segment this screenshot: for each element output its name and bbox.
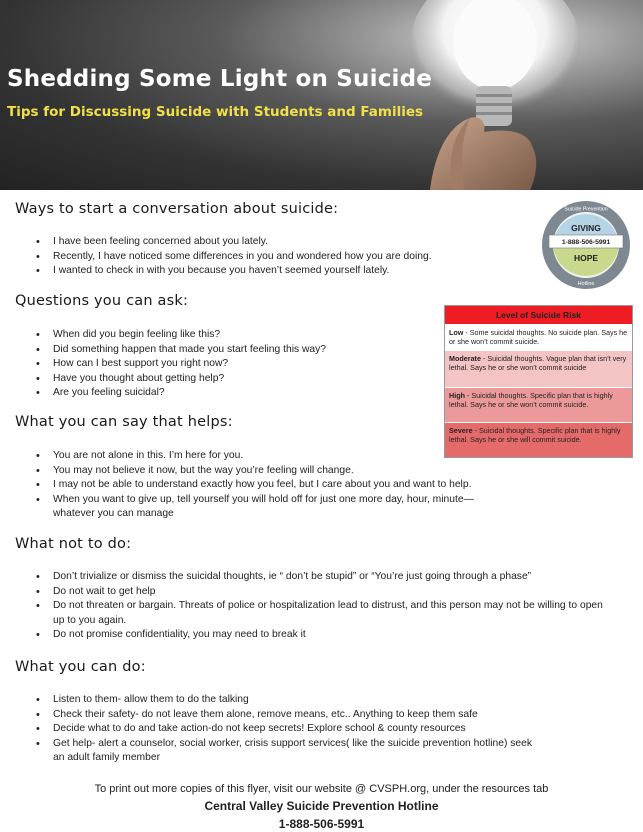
- list-item: • Decide what to do and take action-do not keep secrets! Explore school & county resources: [36, 722, 536, 737]
- logo-top-text: Suicide Prevention: [564, 206, 608, 213]
- list-item: • When did you begin feeling like this?: [36, 328, 326, 343]
- list-item: • I have been feeling concerned about you lately.: [36, 235, 432, 250]
- list-item: • Get help- alert a counselor, social worker, crisis support services( like the suicide prevention hotline) seek an adult family member: [36, 737, 536, 766]
- list-item: • Have you thought about getting help?: [36, 372, 326, 387]
- say-list: [36, 449, 506, 522]
- not-do-list: [36, 570, 616, 643]
- logo-giving-text: GIVING: [571, 223, 601, 233]
- page-subtitle: Tips for Discussing Suicide with Students and Families: [7, 104, 424, 120]
- risk-row-moderate: Moderate - Suicidal thoughts. Vague plan that isn’t very lethal. Says he or she won’t commit suicide: [445, 350, 632, 387]
- footer-org-name: Central Valley Suicide Prevention Hotline: [204, 799, 439, 813]
- page-title: Shedding Some Light on Suicide: [7, 66, 433, 92]
- conversation-list: [36, 235, 432, 279]
- risk-row-low: Low - Some suicidal thoughts. No suicide plan. Says he or she won’t commit suicide.: [445, 324, 632, 350]
- list-item: • You may not believe it now, but the way you’re feeling will change.: [36, 464, 506, 479]
- risk-row-high: High - Suicidal thoughts. Specific plan that is highly lethal. Says he or she won’t commit suicide.: [445, 387, 632, 422]
- logo-hope-text: HOPE: [573, 253, 599, 263]
- list-item: • I wanted to check in with you because you haven’t seemed yourself lately.: [36, 264, 432, 279]
- list-item: • When you want to give up, tell yourself you will hold off for just one more day, hour, minute—whatever you can manage: [36, 493, 506, 522]
- list-item: • Listen to them- allow them to do the talking: [36, 693, 536, 708]
- list-item: • Are you feeling suicidal?: [36, 386, 326, 401]
- lightbulb-icon: [390, 0, 590, 190]
- hotline-logo: [540, 199, 632, 291]
- list-item: • Do not threaten or bargain. Threats of police or hospitalization lead to distrust, and this person may not be willing to open up to you again.: [36, 599, 616, 628]
- risk-row-severe: Severe - Suicidal thoughts. Specific plan that is highly lethal. Says he or she will commit suicide.: [445, 422, 632, 457]
- list-item: • Don’t trivialize or dismiss the suicidal thoughts, ie “ don’t be stupid” or “You’re just going through a phase”: [36, 570, 616, 585]
- list-item: • How can I best support you right now?: [36, 357, 326, 372]
- logo-bottom-text: Hotline: [577, 281, 595, 287]
- list-item: • Do not promise confidentiality, you may need to break it: [36, 628, 616, 643]
- questions-list: [36, 328, 326, 401]
- section-title-questions: Questions you can ask:: [15, 293, 189, 309]
- list-item: • I may not be able to understand exactly how you feel, but I care about you and want to help.: [36, 478, 506, 493]
- section-title-conversation: Ways to start a conversation about suicide:: [15, 201, 339, 217]
- footer-website-note: To print out more copies of this flyer, visit our website @ CVSPH.org, under the resources tab: [94, 783, 549, 795]
- risk-level-table: [444, 305, 633, 458]
- section-title-not-do: What not to do:: [15, 536, 132, 552]
- section-title-say: What you can say that helps:: [15, 414, 233, 430]
- risk-table-title: Level of Suicide Risk: [445, 306, 632, 324]
- list-item: • Do not wait to get help: [36, 585, 616, 600]
- section-title-can-do: What you can do:: [15, 659, 146, 675]
- list-item: • Recently, I have noticed some differences in you and wondered how you are doing.: [36, 250, 432, 265]
- logo-phone: 1-888-506-5991: [561, 239, 611, 246]
- header-banner: [0, 0, 643, 190]
- footer-phone: 1-888-506-5991: [278, 817, 365, 831]
- list-item: • Did something happen that made you start feeling this way?: [36, 343, 326, 358]
- list-item: • You are not alone in this. I’m here for you.: [36, 449, 506, 464]
- list-item: • Check their safety- do not leave them alone, remove means, etc.. Anything to keep them safe: [36, 708, 536, 723]
- can-do-list: [36, 693, 536, 766]
